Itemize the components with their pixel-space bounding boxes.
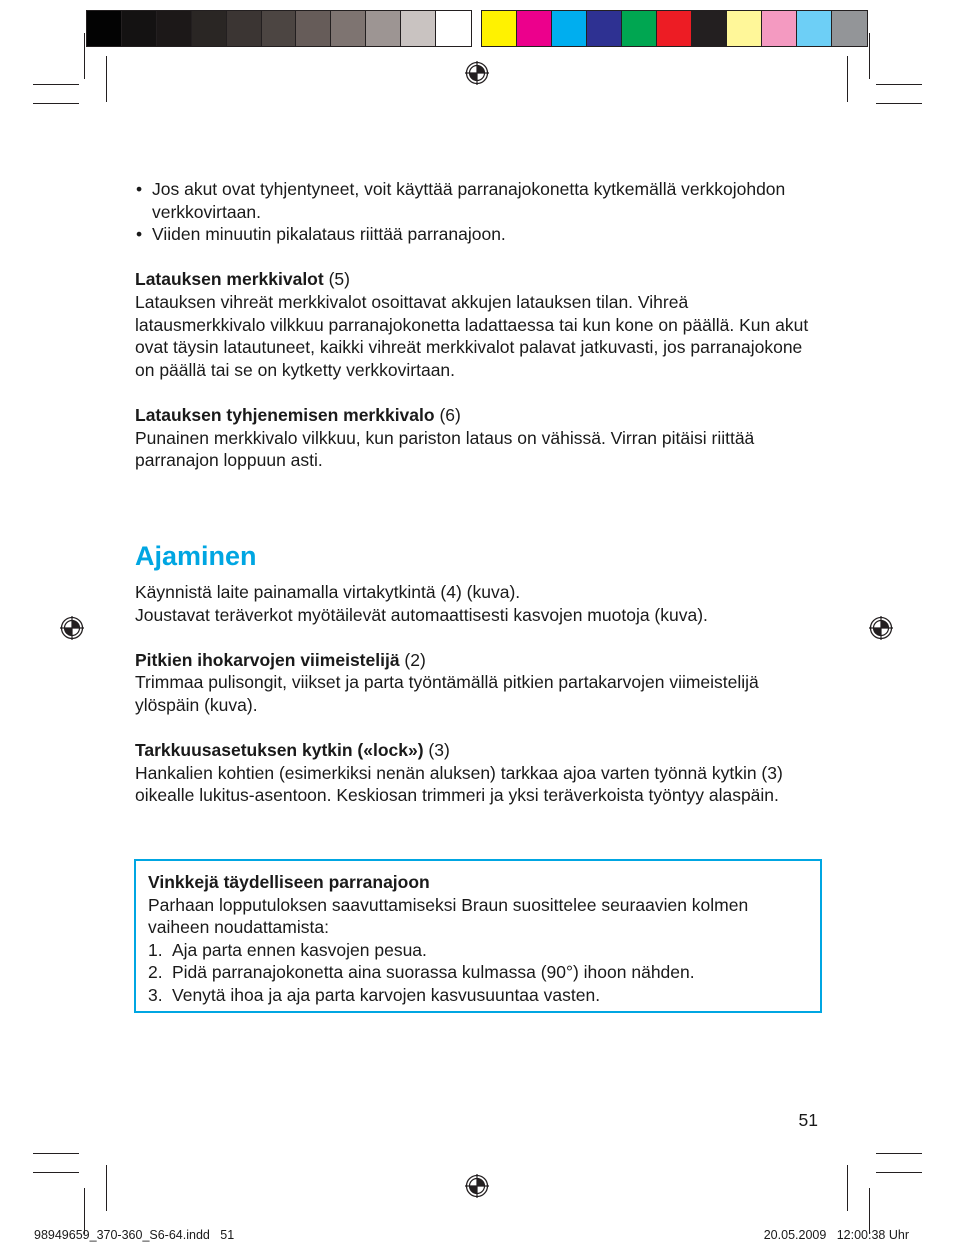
bullet-list	[135, 178, 815, 246]
crop-mark	[869, 33, 870, 79]
shaving-section	[135, 540, 815, 807]
list-number: 1.	[148, 939, 163, 960]
color-swatch	[157, 11, 192, 46]
crop-mark	[106, 56, 107, 102]
section-text: Trimmaa pulisongit, viikset ja parta työntämällä pitkien partakarvojen viimeistelijä ylöspäin (kuva).	[135, 672, 759, 715]
list-text: Pidä parranajokonetta aina suorassa kulmassa (90°) ihoon nähden.	[172, 962, 695, 983]
charging-section	[135, 178, 815, 472]
color-swatch	[762, 11, 797, 46]
subheading-ref: (6)	[434, 404, 461, 425]
precision-switch-section	[135, 739, 815, 807]
section-text: Hankalien kohtien (esimerkiksi nenän aluksen) tarkkaa ajoa varten työnnä kytkin (3) oikealle lukitus-asentoon. Keskiosan trimmeri ja yksi teräverkoista työntyy alaspäin.	[135, 762, 783, 806]
registration-mark-icon	[465, 1174, 489, 1198]
crop-mark	[84, 33, 85, 79]
color-swatch	[482, 11, 517, 46]
subheading-ref: (5)	[323, 269, 350, 290]
color-swatch	[296, 11, 331, 46]
color-swatch	[227, 11, 262, 46]
subheading-title: Latauksen tyhjenemisen merkkivalo	[135, 404, 435, 425]
crop-mark	[876, 1153, 922, 1154]
intro-line: Joustavat teräverkot myötäilevät automaattisesti kasvojen muotoja (kuva).	[135, 604, 708, 625]
list-item: • Viiden minuutin pikalataus riittää parranajoon.	[135, 223, 815, 246]
color-swatch	[517, 11, 552, 46]
cmyk-color-bar	[481, 10, 868, 47]
section-subheading	[135, 404, 815, 427]
list-item	[148, 961, 808, 984]
color-swatch	[587, 11, 622, 46]
color-swatch	[692, 11, 727, 46]
page-number: 51	[798, 1110, 818, 1130]
subheading-title: Latauksen merkkivalot	[135, 269, 324, 290]
list-item	[148, 984, 808, 1007]
list-item: • Jos akut ovat tyhjentyneet, voit käyttää parranajokonetta kytkemällä verkkojohdon verkkovirtaan.	[135, 178, 815, 223]
crop-mark	[876, 103, 922, 104]
crop-mark	[33, 84, 79, 85]
tips-intro: Parhaan lopputuloksen saavuttamiseksi Braun suosittelee seuraavien kolmen vaiheen noudattamista:	[148, 894, 749, 938]
crop-mark	[876, 1172, 922, 1173]
tips-list	[148, 939, 808, 1007]
registration-mark-icon	[60, 616, 84, 640]
footer-timestamp: 20.05.2009 12:00:38 Uhr	[763, 1228, 909, 1242]
subheading-ref: (3)	[423, 740, 450, 761]
subheading-ref: (2)	[399, 649, 426, 670]
grayscale-color-bar	[86, 10, 472, 47]
section-subheading	[135, 268, 815, 291]
color-swatch	[552, 11, 587, 46]
crop-mark	[106, 1165, 107, 1211]
color-swatch	[122, 11, 157, 46]
color-swatch	[192, 11, 227, 46]
crop-mark	[847, 1165, 848, 1211]
list-text: Aja parta ennen kasvojen pesua.	[172, 939, 427, 960]
color-swatch	[401, 11, 436, 46]
intro-line: Käynnistä laite painamalla virtakytkintä (4) (kuva).	[135, 582, 521, 602]
tips-title: Vinkkejä täydelliseen parranajoon	[148, 872, 430, 892]
low-charge-section	[135, 404, 815, 472]
crop-mark	[847, 56, 848, 102]
color-swatch	[87, 11, 122, 46]
section-subheading	[135, 649, 815, 672]
section-text: Latauksen vihreät merkkivalot osoittavat akkujen latauksen tilan. Vihreä latausmerkkivalo vilkkuu parranajokonetta ladattaessa tai kun kone on päällä. Kun akut ovat täysin latautuneet, kaikki vihreät merkkivalot palavat jatkuvasti, jos parranajokone on päällä tai se on kytketty verkkovirtaan.	[135, 291, 809, 380]
color-swatch	[797, 11, 832, 46]
color-swatch	[657, 11, 692, 46]
color-swatch	[832, 11, 867, 46]
charge-indicator-section	[135, 268, 815, 381]
footer-file-info: 98949659_370-360_S6-64.indd 51	[34, 1228, 235, 1242]
crop-mark	[33, 1153, 79, 1154]
section-heading: Ajaminen	[135, 541, 257, 571]
color-swatch	[331, 11, 366, 46]
color-swatch	[366, 11, 401, 46]
list-number: 3.	[148, 984, 163, 1005]
crop-mark	[33, 103, 79, 104]
crop-mark	[33, 1172, 79, 1173]
section-text: Punainen merkkivalo vilkkuu, kun pariston lataus on vähissä. Virran pitäisi riittää parranajon loppuun asti.	[135, 427, 755, 471]
list-text: Venytä ihoa ja aja parta karvojen kasvusuuntaa vasten.	[172, 984, 601, 1005]
crop-mark	[876, 84, 922, 85]
tips-box	[134, 859, 822, 1013]
color-swatch	[727, 11, 762, 46]
list-number: 2.	[148, 962, 163, 983]
color-swatch	[622, 11, 657, 46]
registration-mark-icon	[465, 61, 489, 85]
long-hair-trimmer-section	[135, 649, 815, 717]
subheading-title: Pitkien ihokarvojen viimeistelijä	[135, 649, 400, 670]
list-item	[148, 939, 808, 962]
section-subheading	[135, 739, 815, 762]
color-swatch	[436, 11, 471, 46]
color-swatch	[262, 11, 297, 46]
subheading-title: Tarkkuusasetuksen kytkin («lock»)	[135, 740, 424, 761]
registration-mark-icon	[869, 616, 893, 640]
